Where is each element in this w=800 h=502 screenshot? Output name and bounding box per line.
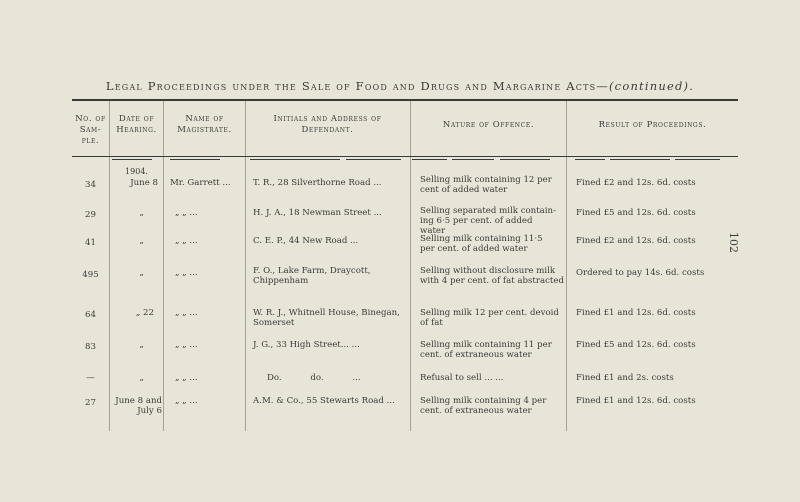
hearing-date: „ bbox=[139, 208, 144, 218]
sample-number: 34 bbox=[85, 180, 96, 190]
hearing-year: 1904. bbox=[125, 167, 148, 176]
sample-number: 495 bbox=[82, 270, 99, 280]
result: Fined £1 and 12s. 6d. costs bbox=[576, 396, 696, 406]
column-dash-rules bbox=[0, 156, 800, 162]
page-title: Legal Proceedings under the Sale of Food and Drugs and Margarine Acts—(continued). bbox=[105, 79, 695, 93]
sample-number: 27 bbox=[85, 398, 96, 408]
hearing-date: „ 22 bbox=[135, 308, 154, 318]
result: Fined £1 and 12s. 6d. costs bbox=[576, 308, 696, 318]
result: Fined £5 and 12s. 6d. costs bbox=[576, 208, 696, 218]
sample-number: 64 bbox=[85, 310, 96, 320]
sample-number: 29 bbox=[85, 210, 96, 220]
defendant: W. R. J., Whitnell House, Binegan, Somerset bbox=[253, 308, 400, 328]
hearing-date: June 8 and July 6 bbox=[115, 396, 162, 416]
defendant: J. G., 33 High Street... ... bbox=[253, 340, 360, 350]
defendant: Do. do. ... bbox=[267, 373, 361, 383]
magistrate-name: „ „ ... bbox=[175, 373, 198, 383]
sample-number: 41 bbox=[85, 238, 96, 248]
magistrate-name: Mr. Garrett ... bbox=[170, 178, 231, 188]
defendant: F. O., Lake Farm, Draycott, Chippenham bbox=[253, 266, 371, 286]
hearing-date: „ bbox=[139, 236, 144, 246]
header-magistrate: Name of Magistrate. bbox=[177, 114, 232, 135]
sample-number: — bbox=[86, 373, 95, 383]
header-defendant: Initials and Address of Defendant. bbox=[273, 114, 382, 135]
column-divider bbox=[245, 101, 246, 431]
offence: Selling without disclosure milk with 4 per cent. of fat abstracted bbox=[420, 266, 564, 286]
defendant: A.M. & Co., 55 Stewarts Road ... bbox=[253, 396, 395, 406]
result: Ordered to pay 14s. 6d. costs bbox=[576, 268, 705, 278]
magistrate-name: „ „ ... bbox=[175, 308, 198, 318]
magistrate-name: „ „ ... bbox=[175, 340, 198, 350]
hearing-date: „ bbox=[139, 373, 144, 383]
offence: Selling milk containing 11 per cent. of extraneous water bbox=[420, 340, 552, 360]
hearing-date: „ bbox=[139, 340, 144, 350]
offence: Selling separated milk contain- ing 6·5 per cent. of added water bbox=[420, 206, 556, 236]
result: Fined £5 and 12s. 6d. costs bbox=[576, 340, 696, 350]
column-divider bbox=[163, 101, 164, 431]
result: Fined £1 and 2s. costs bbox=[576, 373, 674, 383]
column-divider bbox=[566, 101, 567, 431]
offence: Selling milk containing 12 per cent of added water bbox=[420, 175, 552, 195]
header-no-of-sample: No. of Sam- ple. bbox=[75, 114, 106, 146]
result: Fined £2 and 12s. 6d. costs bbox=[576, 178, 696, 188]
offence: Selling milk containing 4 per cent. of extraneous water bbox=[420, 396, 547, 416]
offence: Selling milk containing 11·5 per cent. of added water bbox=[420, 234, 543, 254]
header-result: Result of Proceedings. bbox=[598, 120, 707, 130]
header-date-of-hearing: Date of Hearing. bbox=[116, 114, 157, 135]
page-number: 102 bbox=[727, 232, 740, 253]
magistrate-name: „ „ ... bbox=[175, 208, 198, 218]
sample-number: 83 bbox=[85, 342, 96, 352]
result: Fined £2 and 12s. 6d. costs bbox=[576, 236, 696, 246]
magistrate-name: „ „ ... bbox=[175, 268, 198, 278]
column-divider bbox=[410, 101, 411, 431]
table-top-rule bbox=[72, 99, 738, 101]
hearing-date: „ bbox=[139, 268, 144, 278]
header-offence: Nature of Offence. bbox=[442, 120, 535, 130]
defendant: C. E. P., 44 New Road ... bbox=[253, 236, 359, 246]
magistrate-name: „ „ ... bbox=[175, 396, 198, 406]
hearing-date: June 8 bbox=[130, 178, 158, 188]
magistrate-name: „ „ ... bbox=[175, 236, 198, 246]
defendant: H. J. A., 18 Newman Street ... bbox=[253, 208, 382, 218]
offence: Refusal to sell ... ... bbox=[420, 373, 504, 383]
offence: Selling milk 12 per cent. devoid of fat bbox=[420, 308, 559, 328]
defendant: T. R., 28 Silverthorne Road ... bbox=[253, 178, 382, 188]
